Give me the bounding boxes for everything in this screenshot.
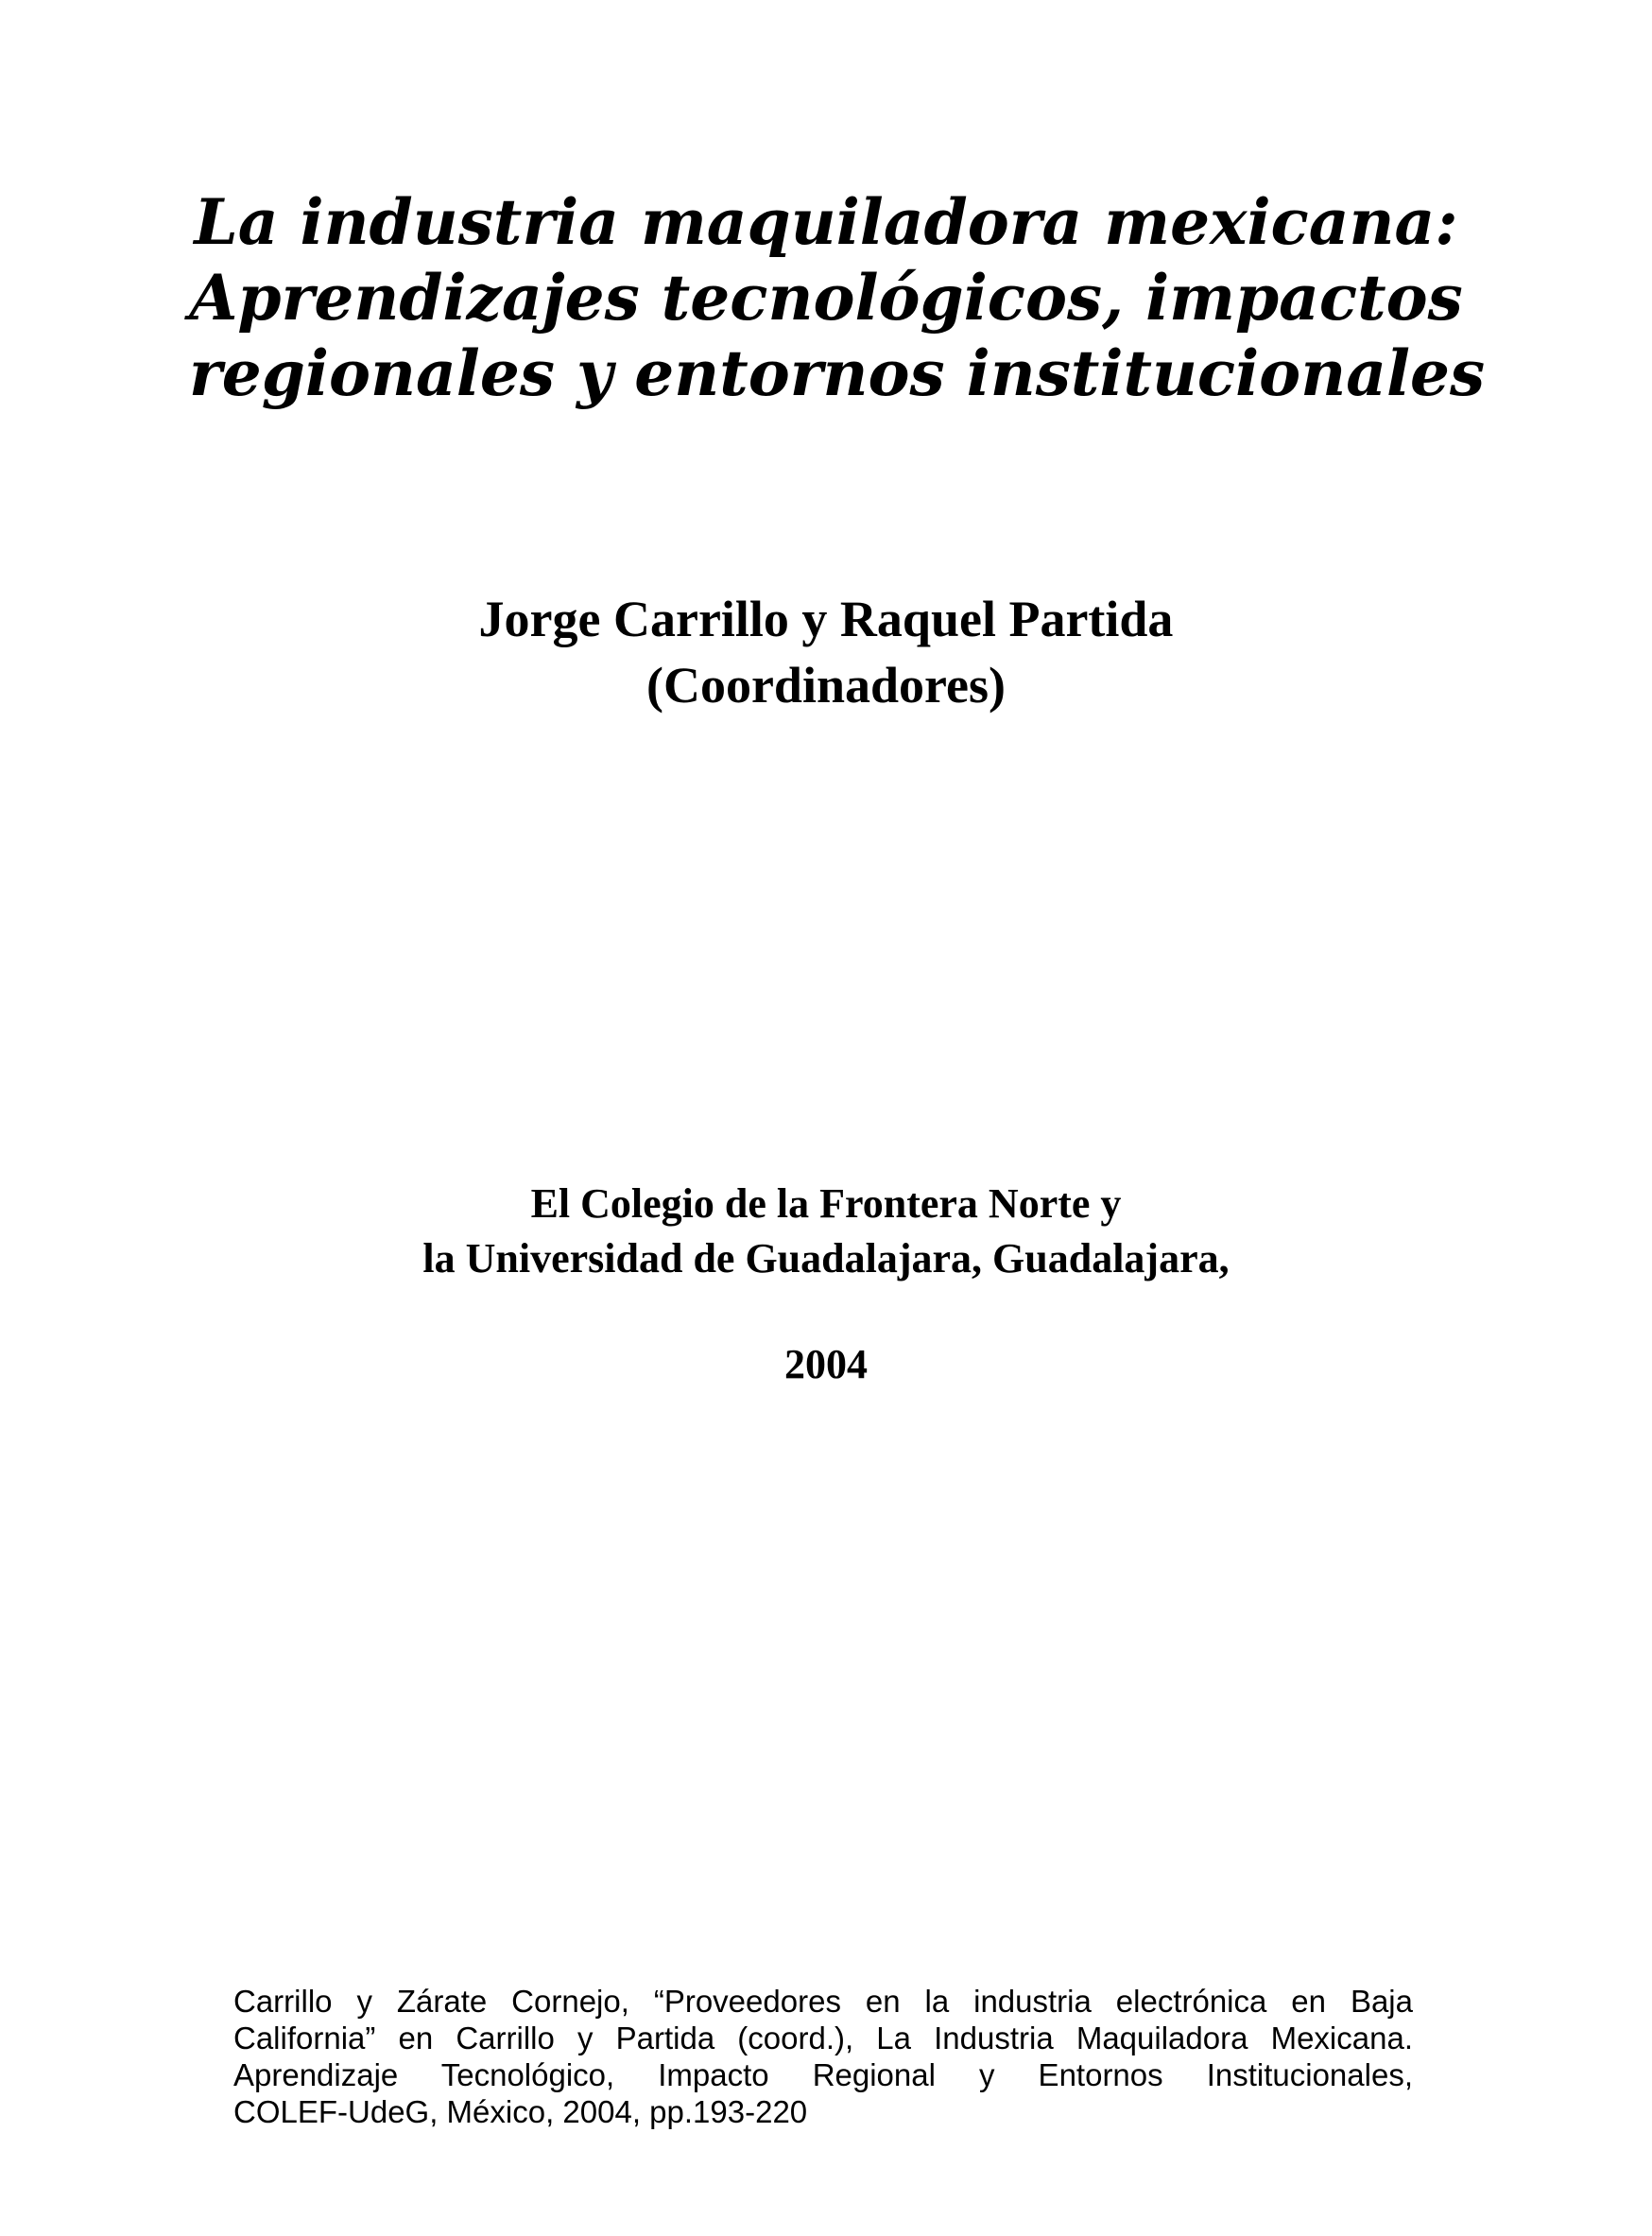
citation-line-3: Aprendizaje Tecnológico, Impacto Regional y Entornos Institucionales, [233,2057,1413,2092]
publisher [189,1177,1463,1286]
authors [189,586,1463,718]
citation-line-1: Carrillo y Zárate Cornejo, “Proveedores en la industria electrónica en Baja [233,1984,1413,2019]
title-line-3: regionales y entornos institucionales [189,336,1486,410]
title-line-2: Aprendizajes tecnológicos, impactos [189,261,1463,335]
publisher-line-2: la Universidad de Guadalajara, Guadalajara, [422,1235,1230,1281]
author-role: (Coordinadores) [645,657,1006,714]
book-title [189,184,1486,411]
citation-line-4: COLEF-UdeG, México, 2004, pp.193-220 [233,2094,808,2129]
publication-year: 2004 [784,1341,868,1387]
author-names: Jorge Carrillo y Raquel Partida [478,591,1174,647]
publisher-line-1: El Colegio de la Frontera Norte y [530,1180,1122,1227]
citation-line-2: California” en Carrillo y Partida (coord.), La Industria Maquiladora Mexicana. [233,2021,1413,2055]
citation-note [233,1983,1413,2130]
title-line-1: La industria maquiladora mexicana: [194,185,1458,259]
